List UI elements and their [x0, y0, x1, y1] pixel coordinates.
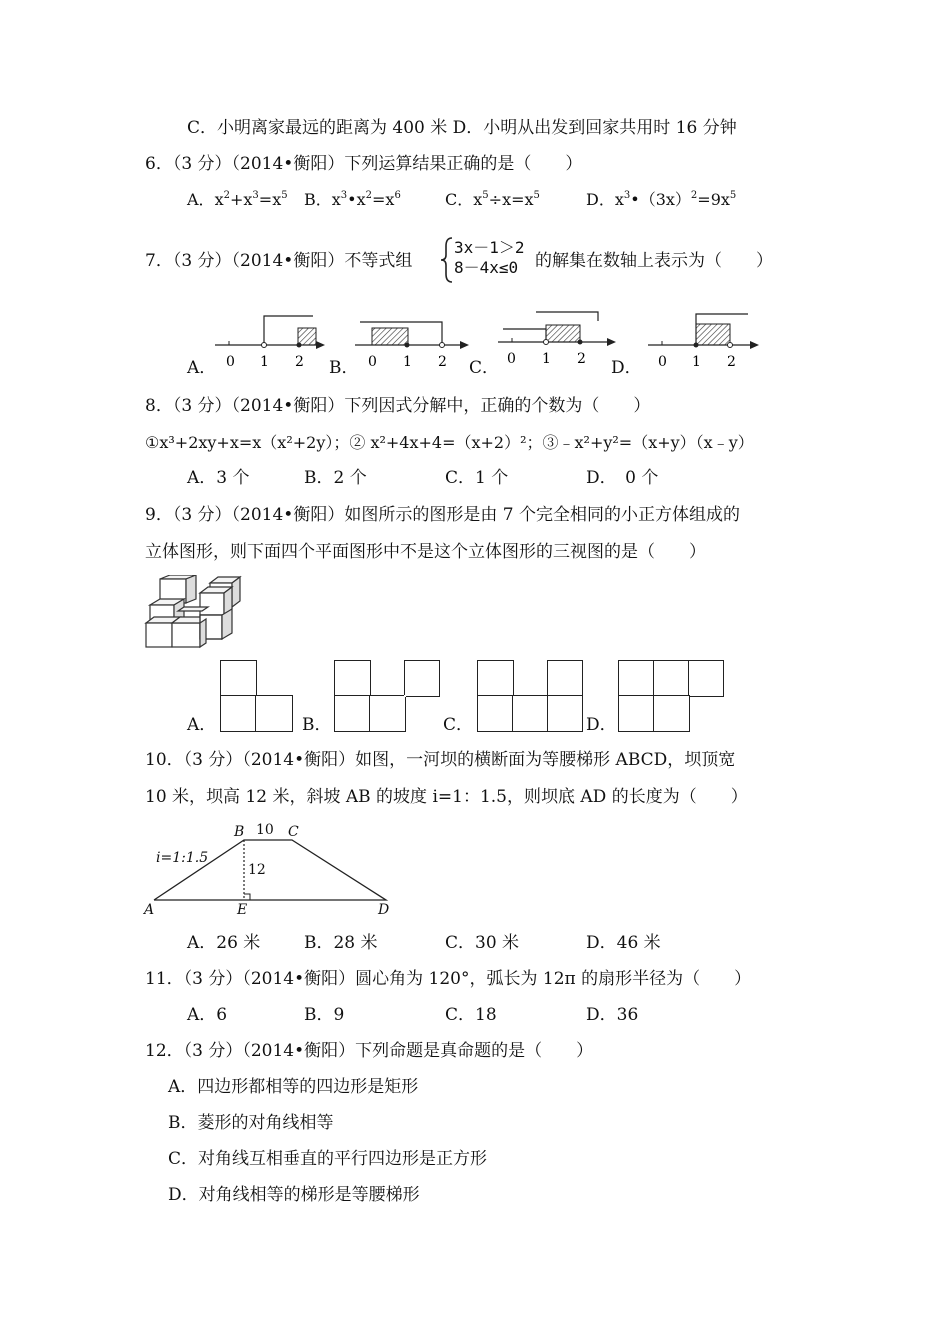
svg-text:2: 2 [577, 351, 586, 367]
q7-stem-post: 的解集在数轴上表示为（ ） [535, 251, 773, 271]
q6-option-b: B．$x^3•x^2=x^6$ [304, 190, 401, 209]
q11-option-d: D．36 [586, 1005, 639, 1025]
q8-option-c: C．1 个 [445, 468, 509, 488]
q8-option-a: A．3 个 [187, 468, 250, 488]
q8-items: ①x³+2xy+x=x（x²+2y）；② x²+4x+4=（x+2）²；③﹣x²+y²=（x+y）（x﹣y） [145, 433, 754, 452]
q8-option-d: D． 0 个 [586, 468, 659, 488]
q11-option-a: A．6 [187, 1005, 228, 1025]
q12-stem: 12．（3 分）（2014•衡阳）下列命题是真命题的是（ ） [145, 1041, 594, 1061]
q7-option-b-label: B． [329, 358, 359, 378]
q10-label-height: 12 [248, 862, 266, 878]
q7-option-c-label: C． [469, 358, 500, 378]
q10-option-a: A．26 米 [187, 933, 261, 953]
q10-label-a: A [144, 902, 155, 918]
q9-view-c [477, 660, 583, 732]
q8-stem: 8．（3 分）（2014•衡阳）下列因式分解中，正确的个数为（ ） [145, 396, 651, 416]
q9-option-a-label: A． [187, 715, 217, 735]
q8-option-b: B．2 个 [304, 468, 367, 488]
q10-option-b: B．28 米 [304, 933, 378, 953]
svg-text:1: 1 [260, 354, 269, 370]
q9-view-a [220, 660, 295, 732]
svg-text:1: 1 [692, 354, 701, 370]
svg-text:2: 2 [727, 354, 736, 370]
q9-option-d-label: D． [586, 715, 617, 735]
q10-label-slope: i=1:1.5 [156, 850, 209, 866]
q12-option-d: D．对角线相等的梯形是等腰梯形 [168, 1185, 420, 1205]
q9-view-d [618, 660, 724, 732]
q12-option-b: B．菱形的对角线相等 [168, 1113, 334, 1133]
q10-dam-figure [140, 818, 400, 920]
svg-text:0: 0 [368, 354, 377, 370]
q9-view-b [334, 660, 440, 732]
q9-stem-line1: 9．（3 分）（2014•衡阳）如图所示的图形是由 7 个完全相同的小正方体组成的 [145, 505, 740, 525]
q9-option-c-label: C． [443, 715, 474, 735]
q10-label-c: C [288, 824, 299, 840]
svg-text:0: 0 [507, 351, 516, 367]
svg-text:1: 1 [542, 351, 551, 367]
q7-stem-pre: 7．（3 分）（2014•衡阳）不等式组 [145, 251, 413, 271]
q9-stem-line2: 立体图形，则下面四个平面图形中不是这个立体图形的三视图的是（ ） [145, 542, 706, 562]
q10-label-b: B [234, 824, 245, 840]
q10-label-top: 10 [256, 822, 274, 838]
q9-option-b-label: B． [302, 715, 332, 735]
q10-label-e: E [237, 902, 248, 918]
q10-option-d: D．46 米 [586, 933, 661, 953]
svg-text:0: 0 [658, 354, 667, 370]
q6-option-d: D．$x^3•(3x)^2=9x^5$ [586, 190, 737, 209]
q6-option-a: A．$x^2+x^3=x^5$ [187, 190, 288, 209]
svg-text:2: 2 [295, 354, 304, 370]
q11-option-c: C．18 [445, 1005, 497, 1025]
q10-option-c: C．30 米 [445, 933, 520, 953]
q7-inequality-2: 8－4x≤0 [454, 258, 519, 277]
q9-cube-figure [144, 575, 244, 651]
svg-text:2: 2 [438, 354, 447, 370]
q7-option-a-label: A． [187, 358, 217, 378]
q10-label-d: D [378, 902, 390, 918]
svg-text:1: 1 [403, 354, 412, 370]
q7-numberline-d [648, 308, 760, 374]
q11-option-b: B．9 [304, 1005, 345, 1025]
q10-stem-line2: 10 米，坝高 12 米，斜坡 AB 的坡度 i=1：1.5，则坝底 AD 的长度为（ ） [145, 787, 748, 807]
q5-options-cd: C．小明离家最远的距离为 400 米 D．小明从出发到回家共用时 16 分钟 [187, 118, 737, 138]
q7-numberline-c [498, 305, 618, 371]
q7-inequality-system [440, 236, 535, 284]
q12-option-c: C．对角线互相垂直的平行四边形是正方形 [168, 1149, 488, 1169]
q7-inequality-1: 3x－1＞2 [454, 238, 525, 257]
brace-icon [440, 236, 454, 284]
q12-option-a: A．四边形都相等的四边形是矩形 [168, 1077, 419, 1097]
q7-option-d-label: D． [611, 358, 642, 378]
q6-stem: 6．（3 分）（2014•衡阳）下列运算结果正确的是（ ） [145, 154, 583, 174]
q10-stem-line1: 10．（3 分）（2014•衡阳）如图，一河坝的横断面为等腰梯形 ABCD，坝顶宽 [145, 750, 736, 770]
svg-text:0: 0 [226, 354, 235, 370]
q7-numberline-b [355, 308, 470, 374]
q6-option-c: C．$x^5\div x=x^5$ [445, 190, 540, 209]
q7-numberline-a [215, 308, 325, 374]
q11-stem: 11．（3 分）（2014•衡阳）圆心角为 120°，弧长为 12π 的扇形半径为（ ） [145, 969, 752, 989]
